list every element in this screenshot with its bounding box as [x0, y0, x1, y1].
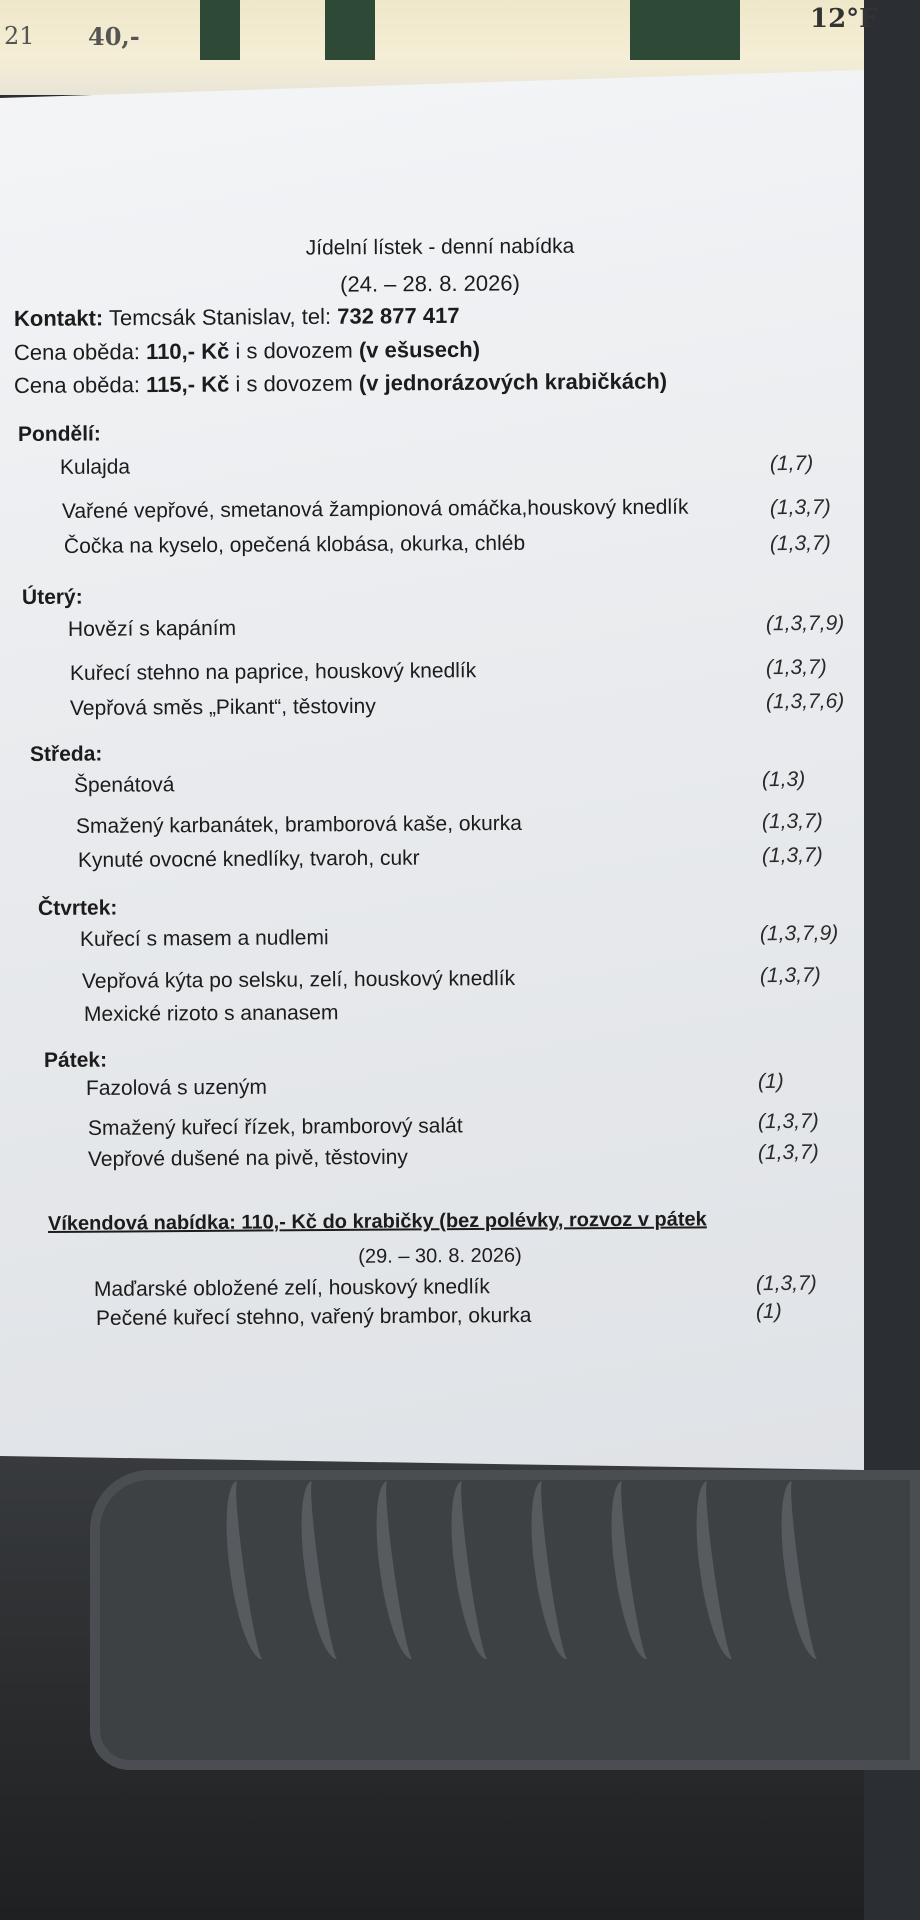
contact-line: Kontakt: Temcsák Stanislav, tel: 732 877 417 [13, 302, 460, 331]
dish: Vepřová kýta po selsku, zelí, houskový knedlík [81, 966, 516, 993]
allergens: (1,3,7) [769, 495, 831, 520]
allergens: (1,3,7) [755, 1271, 817, 1296]
price-line-1: Cena oběda: 110,- Kč i s dovozem (v ešusech) [13, 336, 481, 365]
allergens: (1) [755, 1299, 782, 1324]
dish: Smažený karbanátek, bramborová kaše, okurka [75, 811, 522, 838]
dish: Maďarské obložené zelí, houskový knedlík [93, 1275, 490, 1301]
dark-block [325, 0, 375, 60]
dark-block [200, 0, 240, 60]
menu-title: Jídelní lístek - denní nabídka [305, 234, 575, 260]
allergens: (1,3,7) [761, 843, 823, 868]
day-heading: Středa: [29, 742, 103, 766]
dish: Mexické rizoto s ananasem [83, 1001, 339, 1026]
dish: Kulajda [59, 455, 131, 479]
allergens: (1,3,7,9) [765, 611, 845, 636]
dish: Kuřecí stehno na paprice, houskový knedlík [69, 659, 477, 685]
day-heading: Pátek: [43, 1048, 108, 1072]
dish: Kuřecí s masem a nudlemi [79, 926, 329, 951]
dish: Čočka na kyselo, opečená klobása, okurka, chléb [63, 531, 526, 558]
allergens: (1,7) [769, 451, 814, 476]
day-heading: Čtvrtek: [37, 896, 118, 920]
allergens: (1,3,7) [759, 963, 821, 988]
allergens: (1,3,7,9) [759, 921, 839, 946]
weekend-heading: Víkendová nabídka: 110,- Kč do krabičky (bez polévky, rozvoz v pátek [47, 1208, 707, 1235]
dish: Vepřové dušené na pivě, těstoviny [87, 1145, 408, 1171]
weekend-dates: (29. – 30. 8. 2026) [358, 1244, 522, 1268]
note-text: 40,- [88, 22, 140, 51]
day-heading: Úterý: [21, 585, 83, 609]
allergens: (1,3) [761, 767, 806, 792]
note-text: 12°F [810, 4, 878, 34]
day-heading: Pondělí: [17, 422, 101, 446]
dark-block [630, 0, 740, 60]
dish: Fazolová s uzeným [85, 1075, 267, 1100]
dish: Smažený kuřecí řízek, bramborový salát [87, 1114, 463, 1140]
allergens: (1,3,7) [757, 1109, 819, 1134]
allergens: (1,3,7,6) [765, 689, 845, 714]
allergens: (1,3,7) [761, 809, 823, 834]
dish: Kynuté ovocné knedlíky, tvaroh, cukr [77, 846, 420, 872]
dish: Špenátová [73, 773, 175, 797]
price-line-2: Cena oběda: 115,- Kč i s dovozem (v jednorázových krabičkách) [13, 368, 668, 398]
dish: Vařené vepřové, smetanová žampionová omáčka,houskový knedlík [61, 495, 689, 523]
menu-dates: (24. – 28. 8. 2026) [340, 270, 520, 297]
note-text: 21 [4, 22, 35, 50]
dish: Vepřová směs „Pikant“, těstoviny [69, 694, 376, 720]
allergens: (1,3,7) [765, 655, 827, 680]
dish: Pečené kuřecí stehno, vařený brambor, okurka [95, 1303, 532, 1330]
dish: Hovězí s kapáním [67, 616, 237, 641]
allergens: (1) [757, 1069, 784, 1094]
allergens: (1,3,7) [769, 531, 831, 556]
allergens: (1,3,7) [757, 1140, 819, 1165]
